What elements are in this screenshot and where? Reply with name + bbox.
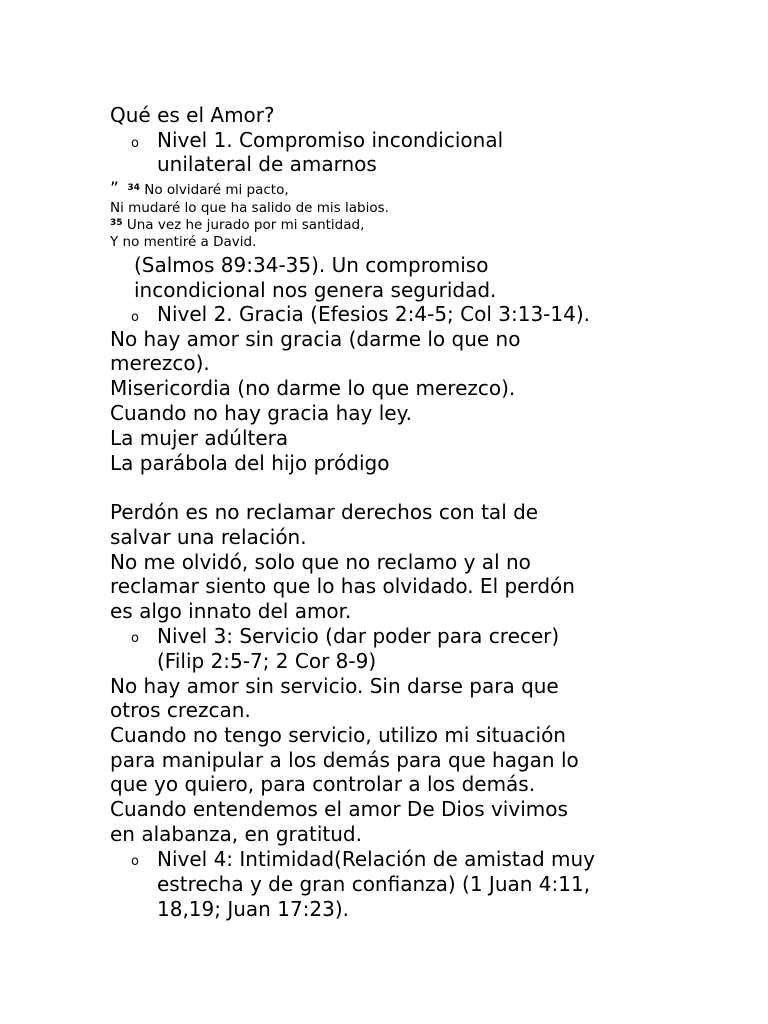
bullet-level-4: o	[131, 854, 139, 869]
section-2-line-4: Cuando no hay gracia hay ley.	[110, 401, 412, 425]
section-2b-line-3: No me olvidó, solo que no reclamo y al no	[110, 550, 531, 574]
quote-verse-35	[110, 217, 364, 234]
section-2b-line-2: salvar una relación.	[110, 525, 307, 549]
level-1-line-2: unilateral de amarnos	[157, 152, 377, 176]
level-2-line: Nivel 2. Gracia (Efesios 2:4-5; Col 3:13-14).	[157, 302, 591, 326]
section-3-line-1: No hay amor sin servicio. Sin darse para que	[110, 674, 559, 698]
section-3-line-2: otros crezcan.	[110, 698, 251, 722]
quote-open-mark: ”	[110, 179, 119, 199]
page-title: Qué es el Amor?	[110, 103, 275, 127]
verse-34-line-2: Ni mudaré lo que ha salido de mis labios.	[110, 200, 389, 216]
verse-35-line-2: Y no mentiré a David.	[110, 234, 257, 250]
section-2-line-3: Misericordia (no darme lo que merezco).	[110, 376, 516, 400]
section-2-line-1: No hay amor sin gracia (darme lo que no	[110, 327, 521, 351]
level-3-line-2: (Filip 2:5-7; 2 Cor 8-9)	[157, 649, 377, 673]
section-2b-line-4: reclamar siento que lo has olvidado. El perdón	[110, 574, 575, 598]
section-2b-line-5: es algo innato del amor.	[110, 599, 352, 623]
section-3-line-6: Cuando entendemos el amor De Dios vivimos	[110, 797, 568, 821]
verse-35-line-1: Una vez he jurado por mi santidad,	[126, 217, 365, 233]
level-4-line-1: Nivel 4: Intimidad(Relación de amistad muy	[157, 847, 596, 871]
level-1-line-1: Nivel 1. Compromiso incondicional	[157, 128, 504, 152]
section-2b-line-1: Perdón es no reclamar derechos con tal de	[110, 500, 539, 524]
bullet-level-3: o	[131, 631, 139, 646]
section-2-line-6: La parábola del hijo pródigo	[110, 451, 390, 475]
level-4-line-2: estrecha y de gran confianza) (1 Juan 4:11,	[157, 872, 591, 896]
verse-number-34: 34	[127, 183, 140, 193]
section-3-line-4: para manipular a los demás para que hagan lo	[110, 748, 579, 772]
level-4-line-3: 18,19; Juan 17:23).	[157, 897, 350, 921]
section-3-line-7: en alabanza, en gratitud.	[110, 822, 362, 846]
section-3-line-5: que yo quiero, para controlar a los demás.	[110, 772, 536, 796]
after-quote-line-2: incondicional nos genera seguridad.	[134, 278, 497, 302]
section-2-line-5: La mujer adúltera	[110, 426, 289, 450]
after-quote-line-1: (Salmos 89:34-35). Un compromiso	[134, 253, 489, 277]
level-3-line-1: Nivel 3: Servicio (dar poder para crecer)	[157, 624, 560, 648]
section-2-line-2: merezco).	[110, 351, 210, 375]
verse-34-line-1: No olvidaré mi pacto,	[144, 182, 289, 198]
section-3-line-3: Cuando no tengo servicio, utilizo mi situación	[110, 723, 566, 747]
quote-verse-34	[110, 181, 289, 199]
verse-number-35: 35	[110, 218, 123, 228]
bullet-level-2: o	[131, 310, 139, 325]
bullet-level-1: o	[131, 136, 139, 151]
